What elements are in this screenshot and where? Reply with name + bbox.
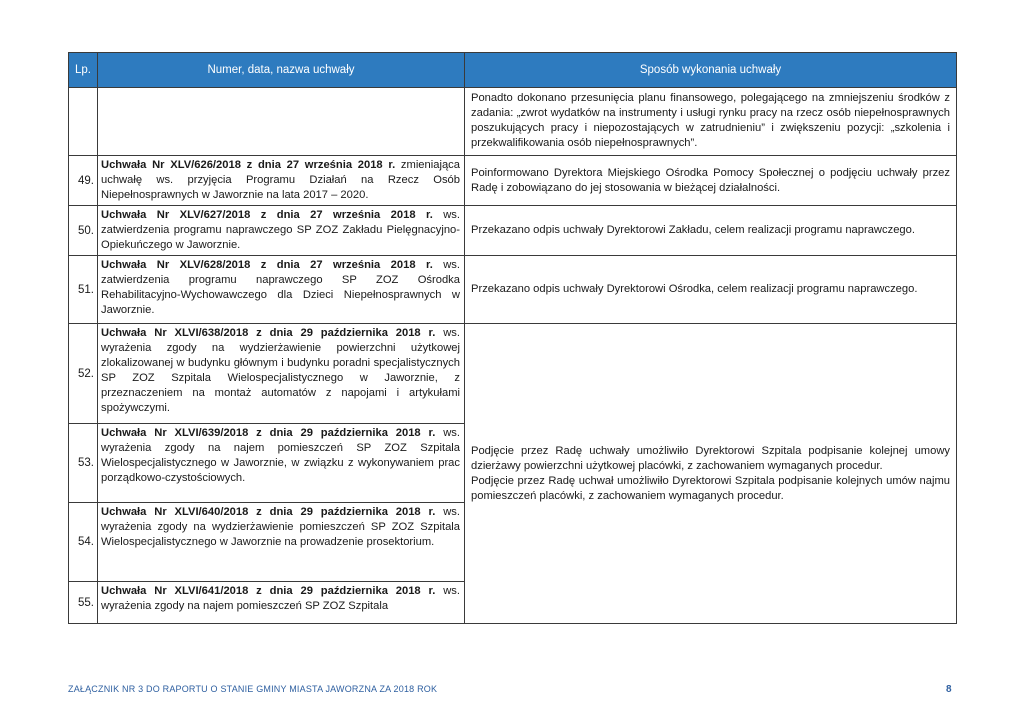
cell-lp: 51. [69, 256, 98, 324]
cell-title [98, 88, 465, 156]
cell-exec: Przekazano odpis uchwały Dyrektorowi Zakładu, celem realizacji programu naprawczego. [465, 206, 957, 256]
cell-title [98, 582, 465, 624]
cell-exec: Poinformowano Dyrektora Miejskiego Ośrodka Pomocy Społecznej o podjęciu uchwały przez Radę i zobowiązano do jej stosowania w bieżącej działalności. [465, 156, 957, 206]
table-row-continuation [69, 88, 957, 156]
resolution-number: Uchwała Nr XLVI/641/2018 z dnia 29 października 2018 r. [101, 585, 436, 597]
header-lp: Lp. [69, 53, 98, 88]
resolution-description: ws. wyrażenia zgody na wydzierżawienie powierzchni użytkowej zlokalizowanej w budynku głównym i budynku poradni specjalistycznych SP ZOZ Szpitala Wielospecjalistycznego w Jaworznie, z przeznaczeniem na montaż automatów z napojami i artykułami spożywczymi. [101, 327, 460, 414]
cell-lp [69, 88, 98, 156]
footer-caption: ZAŁĄCZNIK NR 3 DO RAPORTU O STANIE GMINY MIASTA JAWORZNA ZA 2018 ROK [68, 684, 438, 694]
cell-exec: Ponadto dokonano przesunięcia planu finansowego, polegającego na zmniejszeniu środków z zadania: „zwrot wydatków na instrumenty i usługi rynku pracy na rzecz osób niepełnosprawnych poszukujących pracy i niepozostających w zatrudnieniu” i zwiększeniu pozycji: „szkolenia i przekwalifikowania osób niepełnosprawnych”. [465, 88, 957, 156]
resolution-number: Uchwała Nr XLVI/638/2018 z dnia 29 października 2018 r. [101, 327, 436, 339]
resolution-description: zmieniająca uchwałę ws. przyjęcia Programu Działań na Rzecz Osób Niepełnosprawnych w Jaworznie na lata 2017 – 2020. [101, 159, 460, 201]
cell-lp: 54. [69, 503, 98, 582]
cell-exec: Przekazano odpis uchwały Dyrektorowi Ośrodka, celem realizacji programu naprawczego. [465, 256, 957, 324]
resolution-number: Uchwała Nr XLVI/639/2018 z dnia 29 października 2018 r. [101, 427, 436, 439]
resolution-number: Uchwała Nr XLV/626/2018 z dnia 27 września 2018 r. [101, 159, 396, 171]
exec-paragraph-1: Podjęcie przez Radę uchwały umożliwiło Dyrektorowi Szpitala podpisanie kolejnej umowy dzierżawy powierzchni użytkowej placówki, z zachowaniem wymaganych procedur. [471, 444, 950, 472]
resolution-description: ws. zatwierdzenia programu naprawczego SP ZOZ Ośrodka Rehabilitacyjno-Wychowawczego dla Dzieci Niepełnosprawnych w Jaworznie. [101, 259, 461, 316]
table-row [69, 206, 957, 256]
table-row [69, 156, 957, 206]
cell-lp: 50. [69, 206, 98, 256]
resolution-number: Uchwała Nr XLV/627/2018 z dnia 27 września 2018 r. [101, 209, 433, 221]
cell-exec-merged [465, 324, 957, 624]
header-title: Numer, data, nazwa uchwały [98, 53, 465, 88]
resolution-description: ws. wyrażenia zgody na wydzierżawienie pomieszczeń SP ZOZ Szpitala Wielospecjalistycznego w Jaworznie na prowadzenie prosektorium. [101, 506, 460, 548]
cell-lp: 52. [69, 324, 98, 424]
cell-title [98, 156, 465, 206]
cell-title [98, 256, 465, 324]
table-header-row [69, 53, 957, 88]
cell-title [98, 324, 465, 424]
resolution-number: Uchwała Nr XLV/628/2018 z dnia 27 września 2018 r. [101, 259, 433, 271]
cell-lp: 49. [69, 156, 98, 206]
resolution-number: Uchwała Nr XLVI/640/2018 z dnia 29 października 2018 r. [101, 506, 436, 518]
resolutions-table [68, 52, 957, 624]
cell-lp: 53. [69, 424, 98, 503]
header-exec: Sposób wykonania uchwały [465, 53, 957, 88]
resolution-description: ws. zatwierdzenia programu naprawczego SP ZOZ Zakładu Pielęgnacyjno-Opiekuńczego w Jaworznie. [101, 209, 461, 251]
cell-title [98, 206, 465, 256]
cell-title [98, 503, 465, 582]
exec-paragraph-2: Podjęcie przez Radę uchwał umożliwiło Dyrektorowi Szpitala podpisanie kolejnych umów najmu pomieszczeń placówki, z zachowaniem wymaganych procedur. [471, 474, 950, 502]
page-number: 8 [946, 684, 952, 695]
table-row [69, 256, 957, 324]
resolution-description: ws. wyrażenia zgody na najem pomieszczeń SP ZOZ Szpitala Wielospecjalistycznego w Jaworznie, w związku z wykonywaniem prac porządkowo-czystościowych. [101, 427, 460, 484]
resolution-description: ws. wyrażenia zgody na najem pomieszczeń SP ZOZ Szpitala [101, 585, 460, 612]
table-row [69, 324, 957, 424]
cell-title [98, 424, 465, 503]
cell-lp: 55. [69, 582, 98, 624]
